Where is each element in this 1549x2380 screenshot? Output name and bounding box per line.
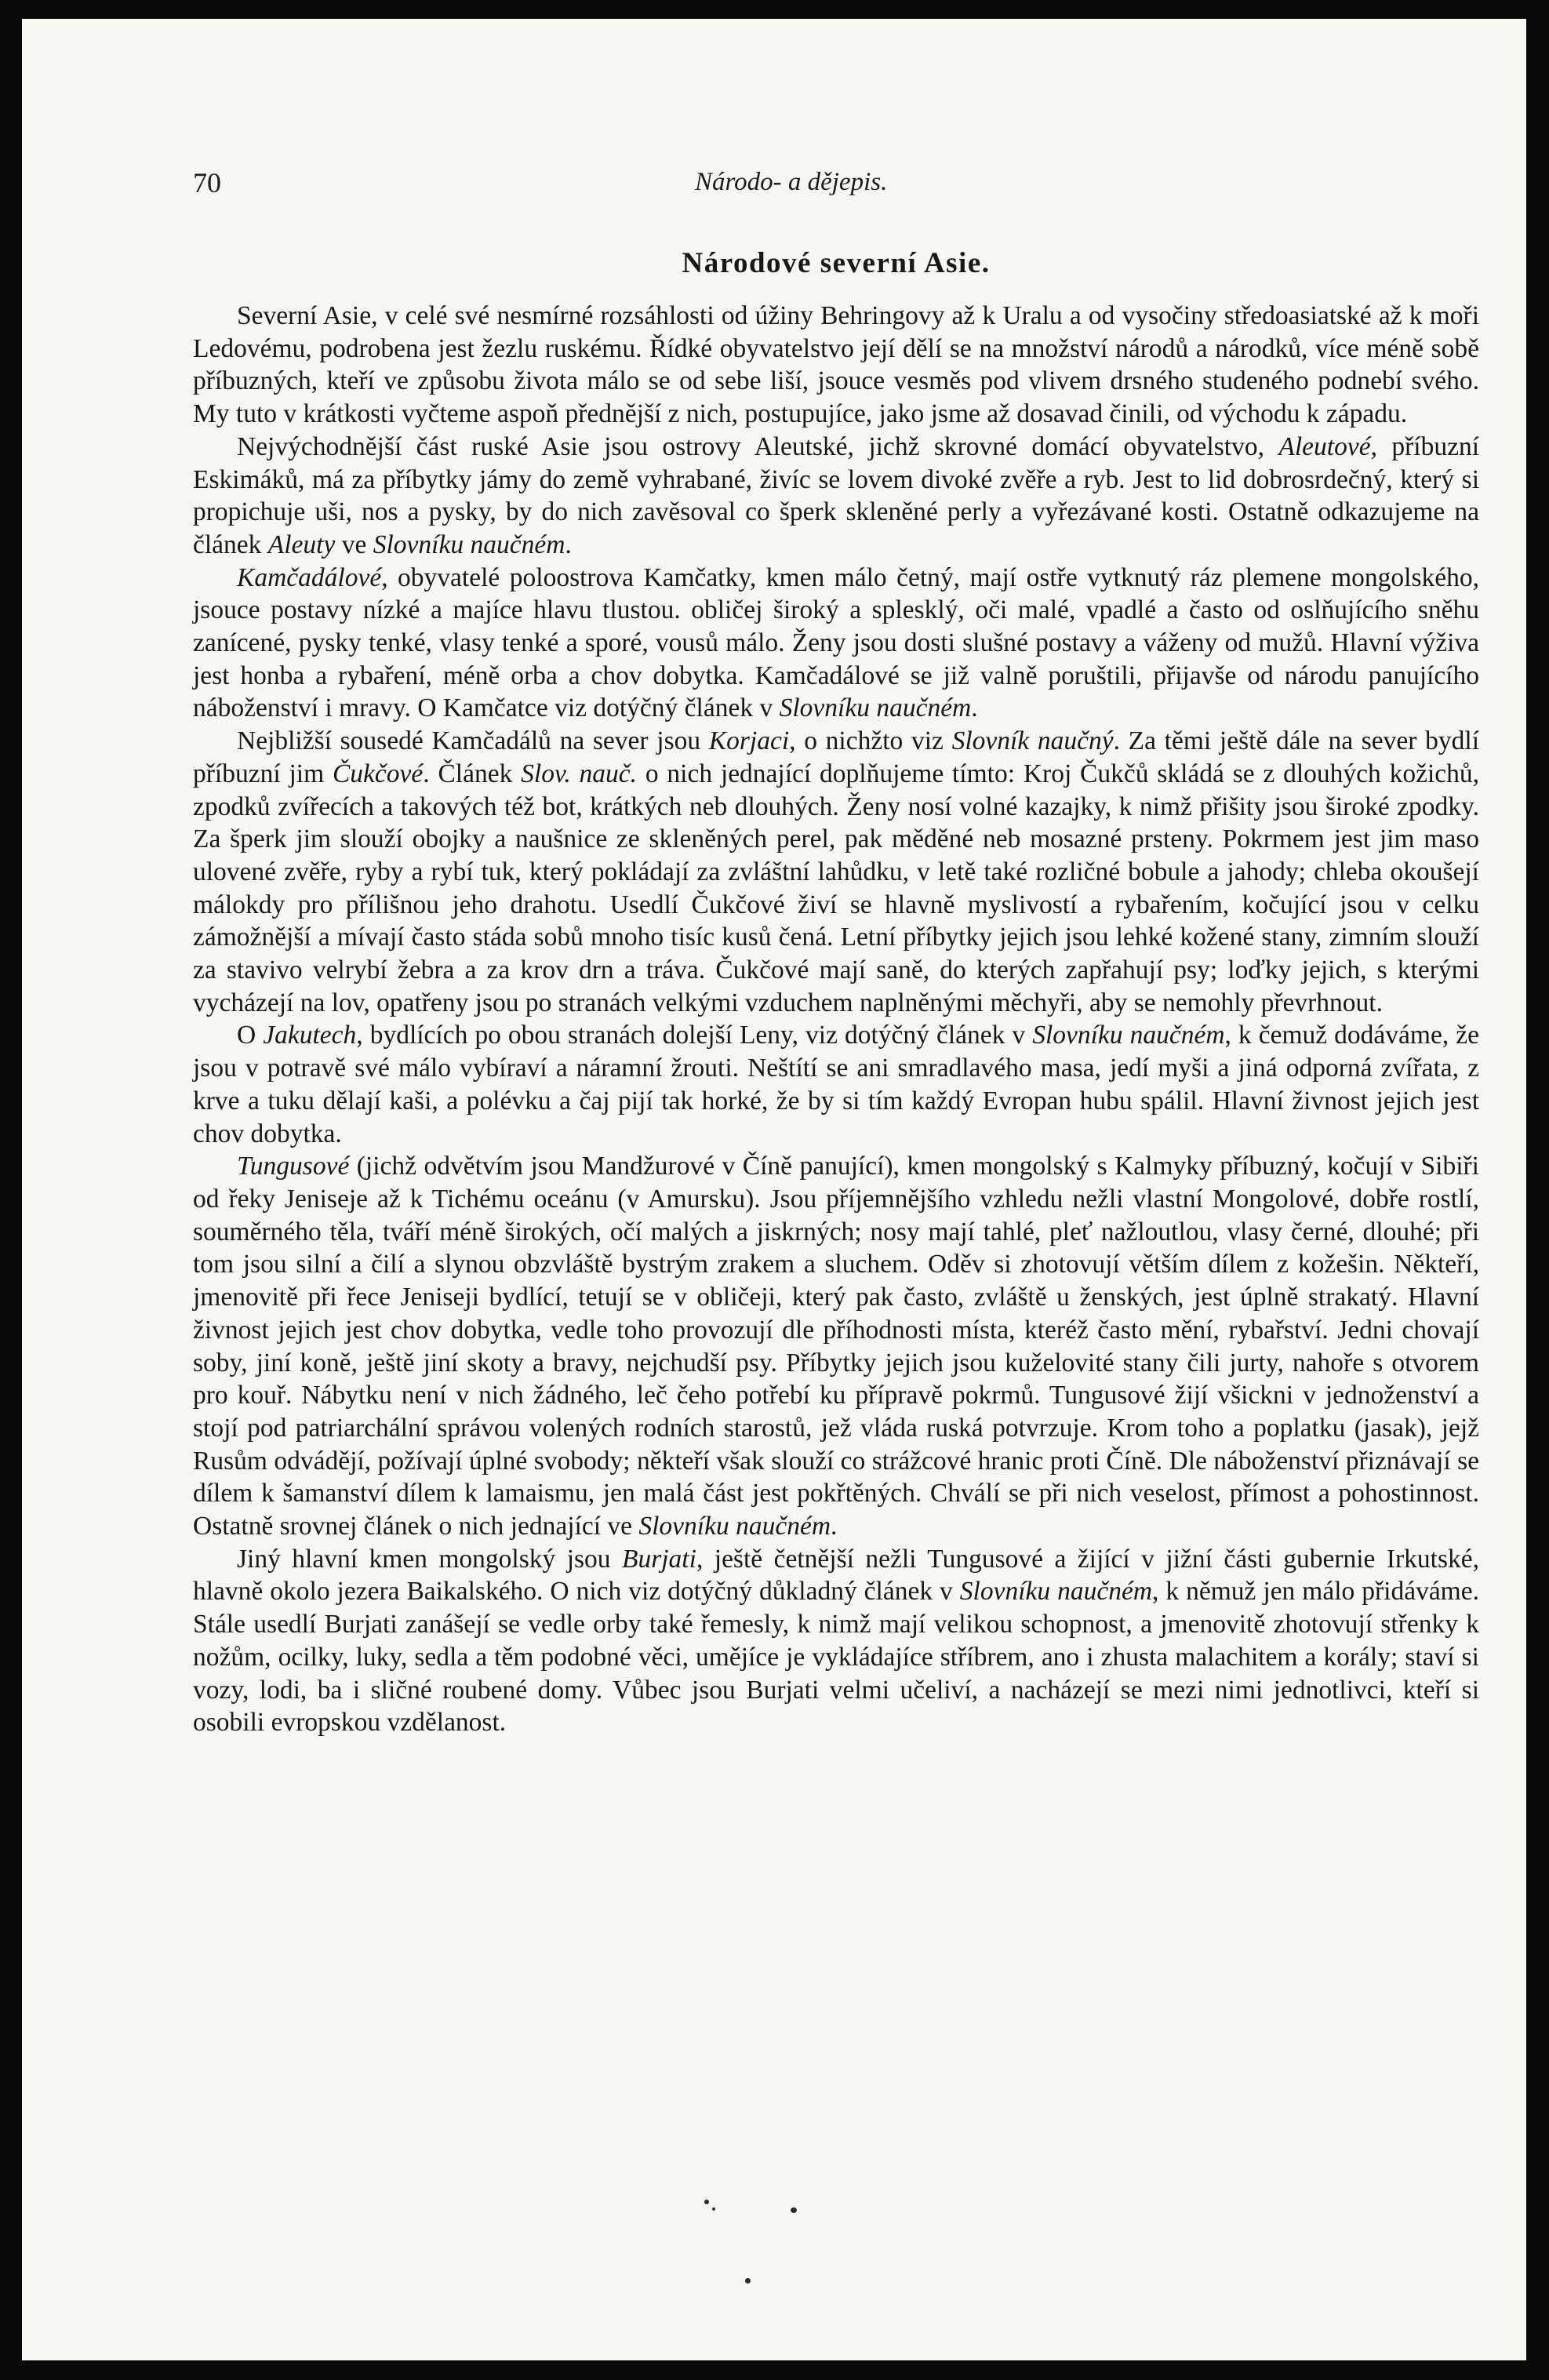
italic-term: Čukčové	[332, 759, 424, 788]
text-run: Jiný hlavní kmen mongolský jsou	[237, 1544, 622, 1574]
italic-term: Slovníku naučném	[1032, 1021, 1225, 1050]
italic-term: Slovníku naučném	[779, 693, 972, 723]
text-run: , k němuž jen málo přidáváme. Stále usedlí Burjati zanášejí se vedle orby také řemesly, k nimž mají velikou schopnost, a jmenovitě zhotovují střenky k nožům, ocilky, luky, sedla a těm podobné věci, umějíce je vykládajíce stříbrem, ano i zhusta malachitem a korály; staví si vozy, lodi, ba i sličné roubené domy. Vůbec jsou Burjati velmi učeliví, a nacházejí se mezi nimi jednotlivci, kteří si osobili evropskou vzdělanost.	[193, 1577, 1479, 1738]
text-run: . Článek	[423, 759, 522, 788]
italic-term: Aleuty	[267, 529, 336, 559]
italic-term: Aleutové	[1278, 431, 1371, 461]
italic-term: Slovníku naučném	[373, 529, 565, 559]
text-run: , ještě četnější nežli Tungusové a žijící v jižní části gubernie Irkutské, hlavně okolo jezera Baikalského. O nich viz dotýčný důkladný článek v	[193, 1544, 1480, 1607]
text-run: .	[971, 693, 978, 723]
text-run: , bydlících po obou stranách dolejší Leny, viz dotýčný článek v	[356, 1021, 1033, 1050]
paragraph	[193, 431, 1479, 562]
text-run: ve	[335, 529, 373, 559]
page-number: 70	[193, 167, 221, 198]
text-run: O	[237, 1021, 264, 1050]
italic-term: Kamčadálové	[237, 562, 382, 592]
paragraph	[193, 562, 1479, 726]
text-run: .	[565, 529, 572, 559]
text-run: (jichž odvětvím jsou Mandžurové v Číně panující), kmen mongolský s Kalmyky příbuzný, kočují v Sibiři od řeky Jeniseje až k Tichému oceánu (v Amursku). Jsou příjemnějšího vzhledu nežli vlastní Mongolové, dobře rostlí, souměrného těla, tváří méně širokých, očí malých a jiskrných; nosy mají tahlé, pleť nažloutlou, vlasy černé, dlouhé; při tom jsou silní a čilí a slynou obzvláště bystrým zrakem a sluchem. Oděv si zhotovují větším dílem z kožešin. Někteří, jmenovitě při řece Jeniseji bydlící, tetují se v obličeji, který pak často, zvláště u ženských, jest úplně strakatý. Hlavní živnost jejich jest chov dobytka, vedle toho provozují dle příhodnosti místa, kteréž často mění, rybařství. Jedni chovají soby, jiní koně, ještě jiní skoty a bravy, nejchudší psy. Příbytky jejich jsou kuželovité stany čili jurty, nahoře s otvorem pro kouř. Nábytku není v nich žádného, leč čeho potřebí ku přípravě pokrmů. Tungusové žijí všickni v jednoženství a stojí pod patriarchální správou volených rodních starostů, jež vláda ruská potvrzuje. Krom toho a poplatku (jasak), jejž Rusům odvádějí, požívají úplné svobody; někteří však slouží co strážcové hranic proti Číně. Dle náboženství přiznávají se dílem k šamanství dílem k lamaismu, jen malá část jest pokřtěných. Chválí se při nich veselost, přímost a pohostinnost. Ostatně srovnej článek o nich jednající ve	[193, 1152, 1479, 1541]
paragraph	[193, 1150, 1479, 1542]
italic-term: Burjati	[622, 1544, 696, 1574]
italic-term: Jakutech	[263, 1021, 357, 1050]
text-run: Nejvýchodnější část ruské Asie jsou ostrovy Aleutské, jichž skrovné domácí obyvatelstvo,	[237, 431, 1279, 461]
text-run: . Za těmi ještě dále na sever bydlí příbuzní jim	[193, 726, 1480, 788]
article-title: Národové severní Asie.	[682, 247, 991, 279]
speck	[791, 2207, 797, 2213]
paragraph	[193, 725, 1479, 1019]
paragraph	[193, 1543, 1479, 1739]
book-page	[22, 19, 1526, 2360]
text-run: , obyvatelé poloostrova Kamčatky, kmen málo četný, mají ostře vytknutý ráz plemene mongolského, jsouce postavy nízké a majíce hlavu tlustou. obličej široký a splesklý, oči malé, vpadlé a často od oslňujícího sněhu zanícené, pysky tenké, vlasy tenké a sporé, vousů málo. Ženy jsou dosti slušné postavy a váženy od mužů. Hlavní výživa jest honba a rybaření, méně orba a chov dobytka. Kamčadálové se již valně poruštili, přijavše od národu panujícího náboženství i mravy. O Kamčatce viz dotýčný článek v	[193, 562, 1479, 723]
paragraph	[193, 1019, 1479, 1150]
italic-term: Slovníku naučném	[959, 1577, 1153, 1607]
print-specks	[696, 2184, 853, 2341]
text-run: , k čemuž dodáváme, že jsou v potravě své málo vybíraví a náramní žrouti. Neštítí se ani smradlavého masa, jedí myši a jiná odporná zvířata, z krve a tuku dělají kaši, a polévku a čaj pijí tak horké, že by si tím každý Evropan hubu spálil. Hlavní živnost jejich jest chov dobytka.	[193, 1021, 1479, 1148]
page-header	[193, 158, 1479, 206]
text-run: Nejbližší sousedé Kamčadálů na sever jsou	[237, 726, 709, 756]
paragraph	[193, 300, 1479, 431]
running-title: Národo- a dějepis.	[695, 168, 888, 196]
speck	[745, 2278, 751, 2284]
italic-term: Korjaci	[708, 726, 790, 756]
italic-term: Slovníku naučném	[638, 1512, 831, 1541]
text-run: o nich jednající doplňujeme tímto: Kroj Čukčů skládá se z dlouhých kožichů, zpodků zvířecích a takových též bot, krátkých neb dlouhých. Ženy nosí volné kazajky, k nimž přišity jsou široké zpodky. Za šperk jim slouží obojky a naušnice ze skleněných perel, pak měděné neb mosazné prsteny. Pokrmem jest jim maso ulovené zvěře, ryby a rybí tuk, který pokládají za zvláštní lahůdku, v letě také rozličné bobule a jahody; chleba okoušejí málokdy pro přílišnou jeho drahotu. Usedlí Čukčové živí se hlavně myslivostí a rybařením, kočující jsou v celku zámožnější a mívají často stáda sobů mnoho tisíc kusů čená. Letní příbytky jejich jsou lehké kožené stany, zimním slouží za stavivo velrybí žebra a za krov drn a tráva. Čukčové mají saně, do kterých zapřahují psy; loďky jejich, s kterými vycházejí na lov, opatřeny jsou po stranách velkými vzduchem naplněnými měchyři, aby se nemohly převrhnout.	[193, 759, 1480, 1017]
text-run: .	[831, 1512, 838, 1541]
text-run: , příbuzní Eskimáků, má za příbytky jámy do země vyhrabané, živíc se lovem divoké zvěře a ryb. Jest to lid dobrosrdečný, který si propichuje uši, nos a pysky, by do nich zavěsoval co šperk skleněné perly a vyřezávané kosti. Ostatně odkazujeme na článek	[193, 431, 1479, 559]
italic-term: Tungusové	[237, 1152, 350, 1181]
italic-term: Slovník naučný	[951, 726, 1114, 756]
text-run: Severní Asie, v celé své nesmírné rozsáhlosti od úžiny Behringovy až k Uralu a od vysočiny středoasiatské až k moři Ledovému, podrobena jest žezlu ruskému. Řídké obyvatelstvo její dělí se na množství národů a národků, více méně sobě příbuzných, kteří ve způsobu života málo se od sebe liší, jsouce vesměs pod vlivem drsného studeného podnebí svého. My tuto v krátkosti vyčteme aspoň přednější z nich, postupujíce, jako jsme až dosavad činili, od východu k západu.	[193, 301, 1479, 429]
article	[193, 246, 1479, 1739]
speck	[704, 2200, 709, 2204]
italic-term: Slov. nauč.	[521, 759, 638, 788]
text-run: , o nichžto viz	[789, 726, 952, 756]
article-body	[193, 300, 1479, 1739]
speck	[712, 2207, 715, 2211]
